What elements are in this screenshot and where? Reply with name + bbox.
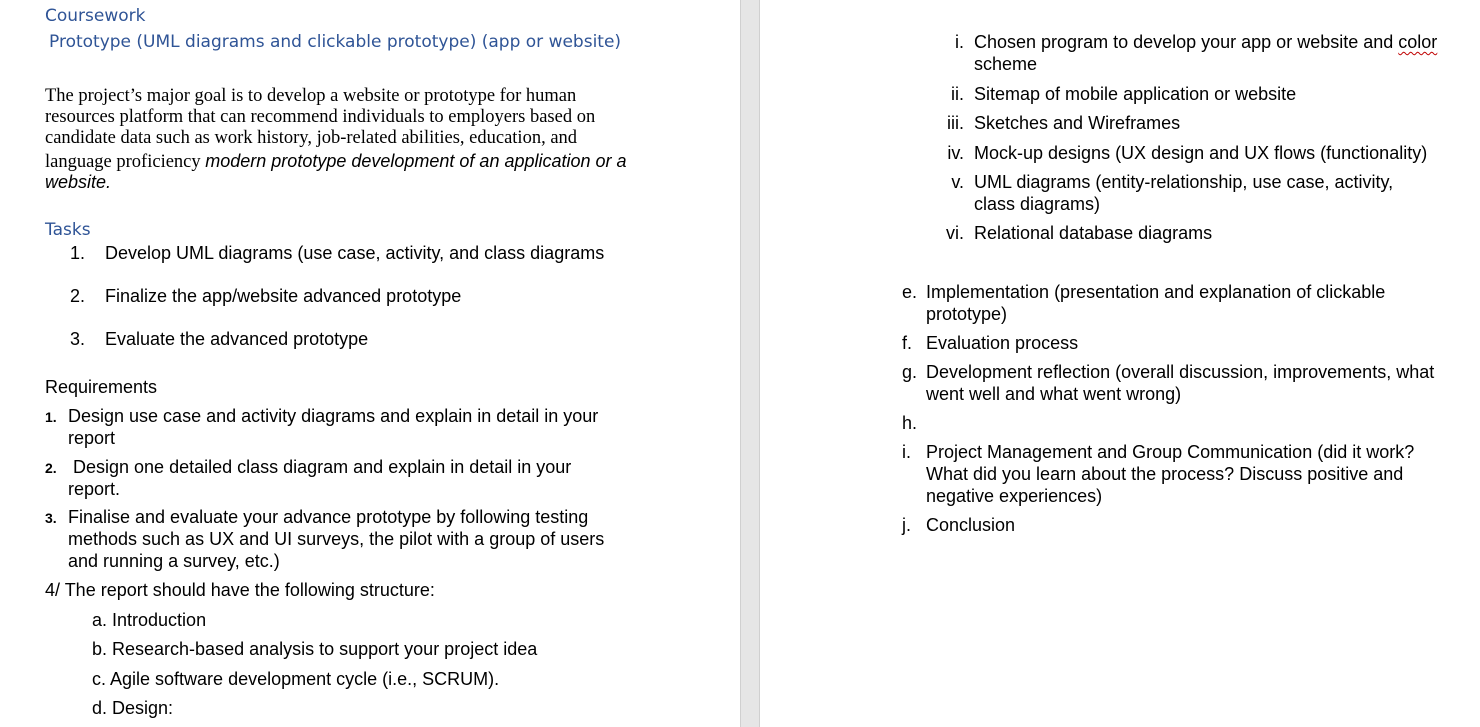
section-h-number: h. [902,413,918,433]
task-1-number: 1. [70,243,86,263]
spelling-flag-color: color [1398,32,1438,52]
section-g-number: g. [902,362,918,382]
design-item-ii-text: Sitemap of mobile application or website [974,84,1297,104]
design-item-v-line-1: UML diagrams (entity-relationship, use case, activity, [974,172,1394,192]
task-3-text: Evaluate the advanced prototype [105,329,369,349]
intro-line-4-italic: modern prototype development of an application or a [205,151,627,171]
intro-line-4 [45,150,627,174]
intro-line-5: website. [45,172,112,192]
requirement-1-number: 1. [45,409,57,425]
prototype-heading: Prototype (UML diagrams and clickable prototype) (app or website) [49,32,622,52]
section-f-text: Evaluation process [926,333,1079,353]
design-item-i-line-2: scheme [974,54,1038,74]
design-item-iii-text: Sketches and Wireframes [974,113,1181,133]
section-i-line-1: Project Management and Group Communication (did it work? [926,442,1415,462]
design-item-iv-number: iv. [947,143,964,163]
document-page-right [760,0,1480,727]
section-i-number: i. [902,442,911,462]
requirement-3-number: 3. [45,510,57,526]
requirement-3-line-3: and running a survey, etc.) [68,551,280,571]
tasks-heading: Tasks [45,220,91,240]
requirement-2-line-2: report. [68,479,121,499]
requirement-1-line-1: Design use case and activity diagrams and explain in detail in your [68,406,599,426]
intro-line-2: resources platform that can recommend individuals to employers based on [45,107,596,127]
requirement-2-line-1: Design one detailed class diagram and explain in detail in your [68,457,572,477]
task-2-number: 2. [70,286,86,306]
section-e-number: e. [902,282,918,302]
design-item-iv-text: Mock-up designs (UX design and UX flows (functionality) [974,143,1428,163]
section-i-line-3: negative experiences) [926,486,1103,506]
section-e-line-1: Implementation (presentation and explanation of clickable [926,282,1386,302]
section-i-line-2: What did you learn about the process? Discuss positive and [926,464,1404,484]
intro-line-3: candidate data such as work history, job-related abilities, education, and [45,128,578,148]
requirements-heading: Requirements [45,377,158,397]
task-1-text: Develop UML diagrams (use case, activity, and class diagrams [105,243,605,263]
design-item-ii-number: ii. [951,84,964,104]
requirement-2-number: 2. [45,460,57,476]
task-3-number: 3. [70,329,86,349]
requirement-1-line-2: report [68,428,116,448]
requirement-3-line-2: methods such as UX and UI surveys, the pilot with a group of users [68,529,605,549]
section-f-number: f. [902,333,913,353]
section-g-line-1: Development reflection (overall discussion, improvements, what [926,362,1435,382]
design-item-vi-number: vi. [946,223,964,243]
requirement-3-line-1: Finalise and evaluate your advance prototype by following testing [68,507,589,527]
structure-item-b: b. Research-based analysis to support your project idea [92,639,538,659]
intro-line-4-plain: language proficiency [45,152,206,172]
task-2-text: Finalize the app/website advanced prototype [105,286,462,306]
design-item-i-text: Chosen program to develop your app or website and [974,32,1399,52]
section-g-line-2: went well and what went wrong) [926,384,1182,404]
design-item-i-line-1 [974,31,1437,53]
structure-item-d: d. Design: [92,698,174,718]
structure-item-c: c. Agile software development cycle (i.e., SCRUM). [92,669,500,689]
page-separator [740,0,760,727]
intro-line-1: The project’s major goal is to develop a website or prototype for human [45,86,577,106]
design-item-v-number: v. [951,172,964,192]
coursework-heading: Coursework [45,6,146,26]
design-item-v-line-2: class diagrams) [974,194,1101,214]
section-e-line-2: prototype) [926,304,1008,324]
report-structure-line: 4/ The report should have the following structure: [45,580,435,600]
section-j-number: j. [902,515,911,535]
design-item-i-number: i. [955,32,964,52]
structure-item-a: a. Introduction [92,610,207,630]
section-j-text: Conclusion [926,515,1016,535]
design-item-vi-text: Relational database diagrams [974,223,1213,243]
design-item-iii-number: iii. [947,113,964,133]
